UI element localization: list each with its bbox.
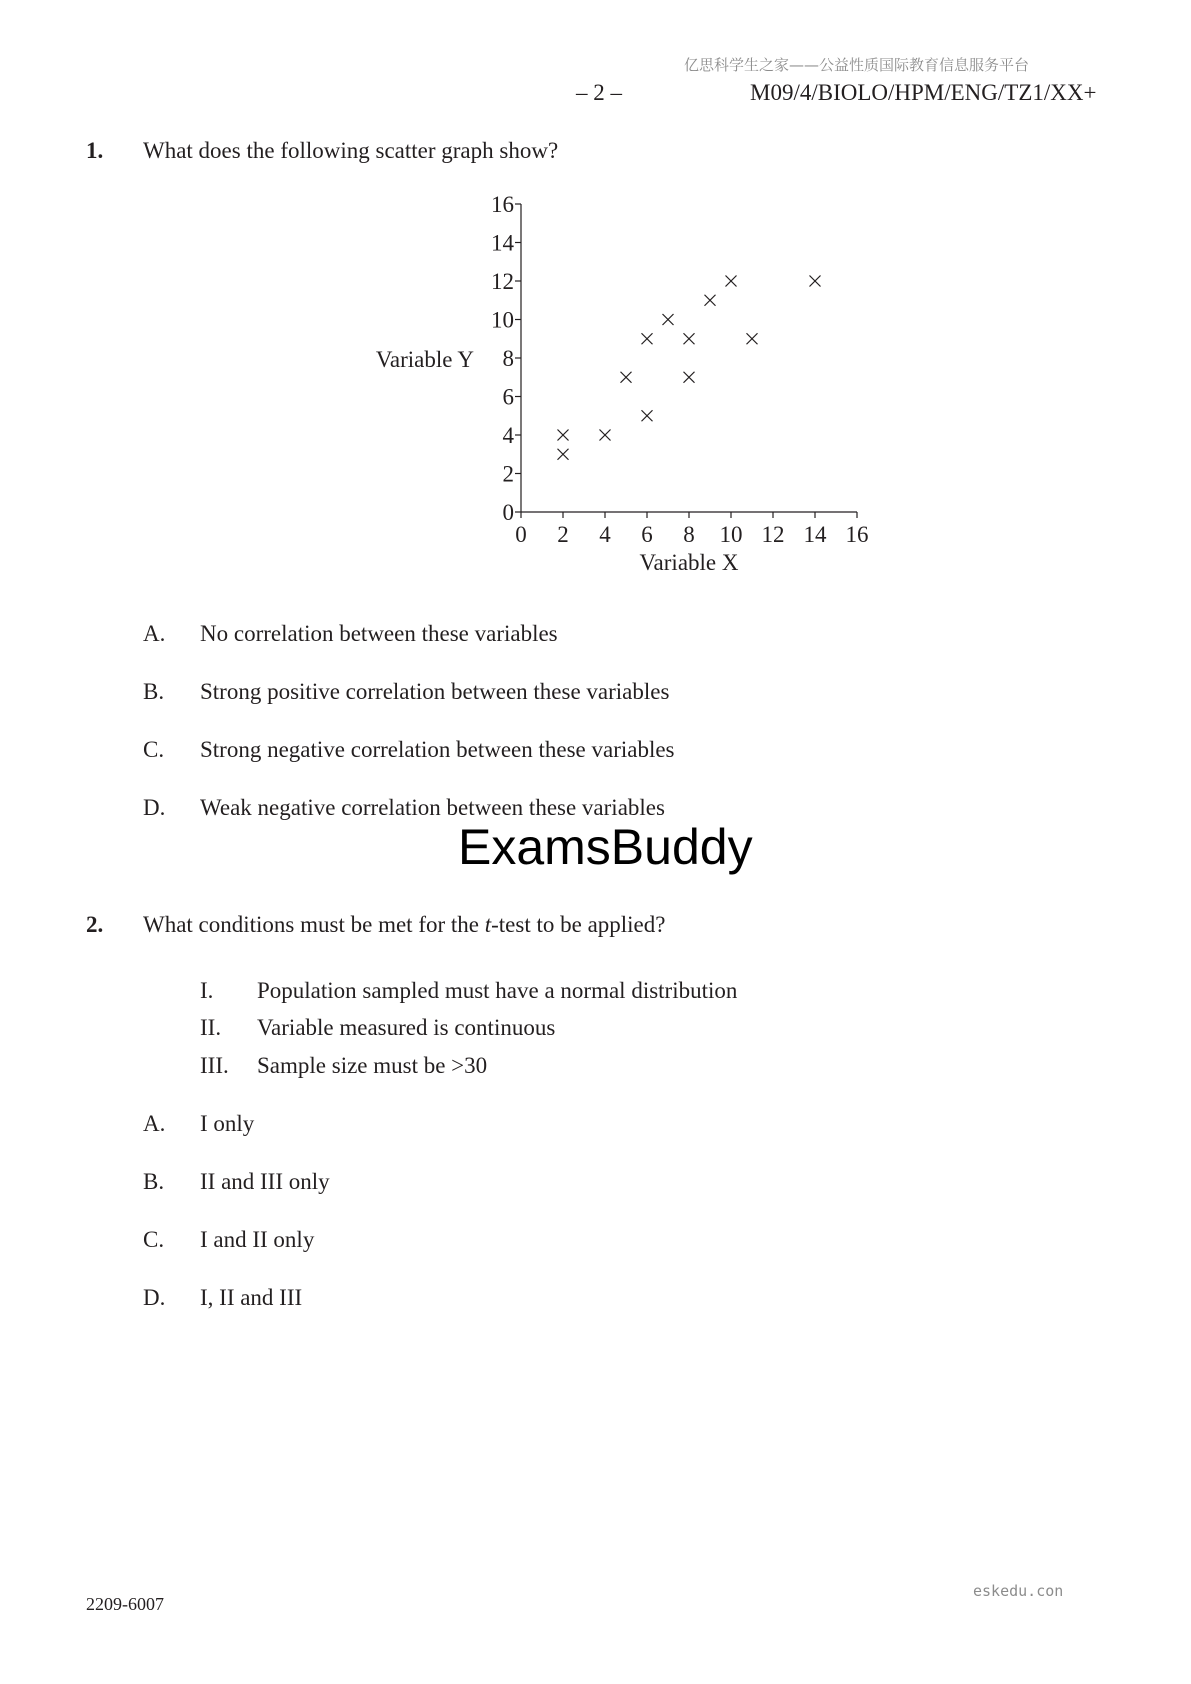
x-tick-label: 6 bbox=[641, 522, 653, 547]
x-tick-label: 12 bbox=[761, 522, 785, 547]
q1-option-b-letter: B. bbox=[143, 679, 165, 704]
data-point bbox=[747, 333, 758, 344]
y-tick-label: 10 bbox=[491, 307, 514, 333]
x-tick-label: 8 bbox=[683, 522, 695, 547]
x-tick-label: 14 bbox=[803, 522, 827, 547]
y-tick-label: 4 bbox=[502, 423, 514, 448]
y-tick-label: 6 bbox=[502, 384, 514, 410]
data-point bbox=[642, 410, 653, 421]
prompt-part: -test to be applied? bbox=[491, 912, 666, 937]
footer-code: 2209-6007 bbox=[86, 1594, 164, 1614]
data-point bbox=[684, 333, 695, 344]
x-tick-label: 4 bbox=[599, 522, 611, 547]
q1-option-d-text: Weak negative correlation between these variables bbox=[200, 795, 665, 820]
watermark: ExamsBuddy bbox=[458, 819, 753, 875]
q1-option-c-letter: C. bbox=[143, 737, 165, 762]
question-2-number: 2. bbox=[86, 912, 104, 937]
q1-option-a-text: No correlation between these variables bbox=[200, 621, 558, 646]
q2-option-a-text: I only bbox=[200, 1111, 255, 1136]
question-1-number: 1. bbox=[86, 138, 104, 163]
condition-text: Sample size must be >30 bbox=[257, 1053, 488, 1078]
q1-option-c-text: Strong negative correlation between these variables bbox=[200, 737, 675, 762]
data-point bbox=[642, 333, 653, 344]
condition-numeral: III. bbox=[200, 1053, 229, 1078]
q2-option-a-letter: A. bbox=[143, 1111, 166, 1136]
chart-axes bbox=[521, 204, 857, 512]
q2-option-c-letter: C. bbox=[143, 1227, 165, 1252]
condition-numeral: II. bbox=[200, 1015, 222, 1040]
condition-text: Variable measured is continuous bbox=[257, 1015, 556, 1040]
data-point bbox=[726, 276, 737, 287]
x-axis-ticks bbox=[515, 512, 868, 547]
y-tick-label: 14 bbox=[491, 230, 514, 256]
x-tick-label: 10 bbox=[719, 522, 743, 547]
footer-site: eskedu.con bbox=[973, 1582, 1064, 1600]
condition-numeral: I. bbox=[200, 978, 214, 1003]
site-banner: 亿思科学生之家——公益性质国际教育信息服务平台 bbox=[684, 56, 1030, 74]
q2-option-b-text: II and III only bbox=[200, 1169, 330, 1194]
prompt-italic-t: t bbox=[484, 912, 492, 937]
x-tick-label: 0 bbox=[515, 522, 527, 547]
y-tick-label: 0 bbox=[502, 500, 514, 525]
paper-code: M09/4/BIOLO/HPM/ENG/TZ1/XX+ bbox=[750, 80, 1097, 105]
y-tick-label: 8 bbox=[502, 346, 514, 371]
data-point bbox=[621, 372, 632, 383]
q2-option-c-text: I and II only bbox=[200, 1227, 315, 1252]
q2-option-d-letter: D. bbox=[143, 1285, 166, 1310]
prompt-part: What conditions must be met for the bbox=[143, 912, 485, 937]
x-tick-label: 2 bbox=[557, 522, 569, 547]
q2-option-d-text: I, II and III bbox=[200, 1285, 303, 1310]
scatter-points bbox=[558, 276, 821, 460]
condition-text: Population sampled must have a normal distribution bbox=[257, 978, 738, 1003]
q2-option-b-letter: B. bbox=[143, 1169, 165, 1194]
y-tick-label: 2 bbox=[502, 461, 514, 487]
data-point bbox=[663, 314, 674, 325]
data-point bbox=[600, 430, 611, 441]
x-tick-label: 16 bbox=[845, 522, 869, 547]
y-tick-label: 16 bbox=[491, 192, 514, 217]
q1-option-a-letter: A. bbox=[143, 621, 166, 646]
page-number: – 2 – bbox=[576, 80, 622, 105]
q1-option-b-text: Strong positive correlation between these variables bbox=[200, 679, 670, 704]
y-tick-label: 12 bbox=[491, 269, 514, 294]
q1-option-d-letter: D. bbox=[143, 795, 166, 820]
y-axis-label: Variable Y bbox=[375, 347, 474, 372]
data-point bbox=[684, 372, 695, 383]
scatter-chart bbox=[360, 190, 900, 590]
question-1-prompt: What does the following scatter graph show? bbox=[143, 138, 559, 163]
question-2-prompt bbox=[143, 912, 665, 938]
x-axis-label: Variable X bbox=[639, 550, 739, 575]
y-axis-ticks bbox=[491, 192, 521, 525]
data-point bbox=[705, 295, 716, 306]
data-point bbox=[558, 449, 569, 460]
data-point bbox=[810, 276, 821, 287]
data-point bbox=[558, 430, 569, 441]
